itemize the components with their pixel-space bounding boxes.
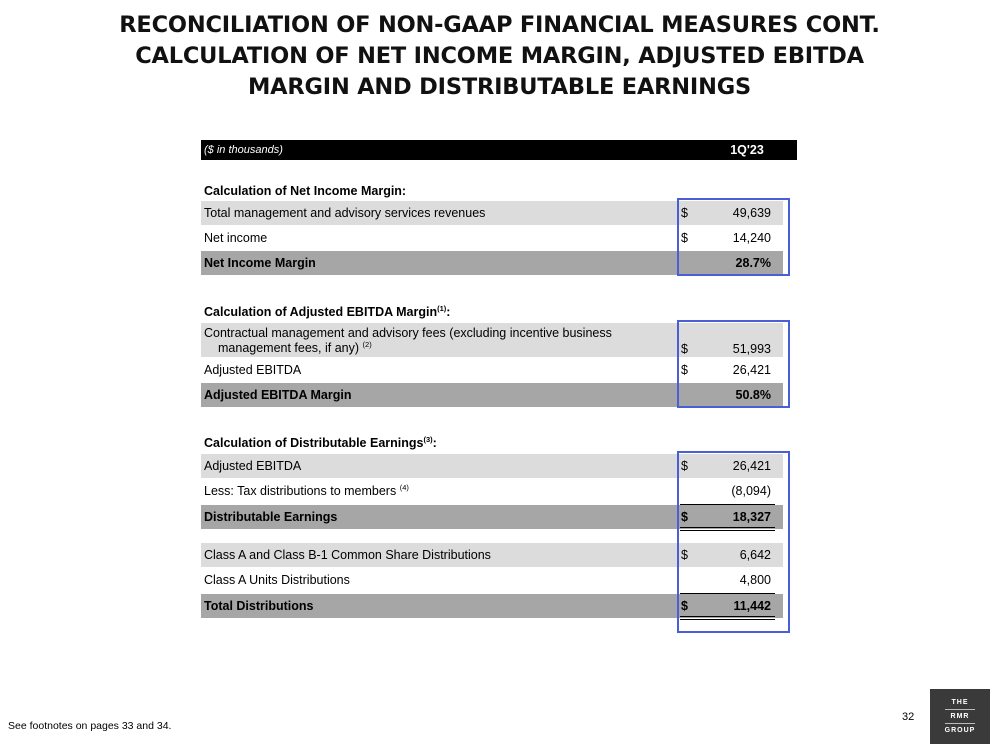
period-label: 1Q'23: [730, 143, 764, 157]
total-label: Net Income Margin: [204, 256, 316, 270]
footnote-ref: (1): [437, 303, 447, 313]
total-value: 18,327: [732, 510, 771, 524]
row-value: (8,094): [731, 484, 771, 498]
row-label-line2: management fees, if any): [218, 341, 360, 355]
logo-rule: [945, 709, 975, 710]
row-value: 26,421: [732, 363, 771, 377]
total-label: Distributable Earnings: [204, 510, 338, 524]
highlight-box-net-income: [677, 198, 790, 276]
total-label: Total Distributions: [204, 599, 314, 613]
total-label: Adjusted EBITDA Margin: [204, 388, 352, 402]
units-label: ($ in thousands): [204, 144, 283, 156]
row-label: Contractual management and advisory fees (excluding incentive business: [204, 326, 612, 340]
row-value: 51,993: [732, 342, 771, 356]
logo-line-1: THE: [951, 699, 969, 706]
row-label: Adjusted EBITDA: [204, 459, 302, 473]
logo-rule: [945, 723, 975, 724]
row-value: 26,421: [732, 459, 771, 473]
table-header: [201, 140, 797, 160]
dollar-sign: $: [681, 510, 688, 524]
logo-line-2: RMR: [950, 713, 970, 720]
total-value: 11,442: [733, 599, 771, 613]
dollar-sign: $: [681, 231, 688, 245]
dollar-sign: $: [681, 459, 688, 473]
row-label-cont: [218, 341, 372, 355]
footnote-ref: (4): [399, 482, 409, 492]
title-line-1: RECONCILIATION OF NON-GAAP FINANCIAL MEASURES CONT.: [119, 12, 880, 38]
dollar-sign: $: [681, 548, 688, 562]
row-label: [204, 484, 409, 498]
row-value: 4,800: [739, 573, 771, 587]
highlight-box-ebitda: [677, 320, 790, 408]
row-value: 49,639: [732, 206, 771, 220]
ebitda-section-title: [204, 305, 450, 319]
footnote-reference: See footnotes on pages 33 and 34.: [8, 720, 172, 732]
row-label: Adjusted EBITDA: [204, 363, 302, 377]
row-label: Net income: [204, 231, 268, 245]
section-title-colon: :: [432, 436, 437, 450]
page-title: [0, 10, 999, 103]
distributable-section-title: [204, 436, 437, 450]
footnote-ref: (3): [423, 434, 433, 444]
dollar-sign: $: [681, 342, 688, 356]
footnote-ref: (2): [362, 339, 372, 349]
row-value: 6,642: [739, 548, 771, 562]
total-value: 28.7%: [735, 256, 771, 270]
rmr-logo: [930, 689, 990, 744]
page-number: 32: [902, 711, 915, 723]
title-line-2: CALCULATION OF NET INCOME MARGIN, ADJUSTED EBITDA: [135, 43, 864, 69]
dollar-sign: $: [681, 363, 688, 377]
highlight-box-distributable: [677, 451, 790, 633]
section-title-text: Calculation of Distributable Earnings: [204, 436, 424, 450]
logo-line-3: GROUP: [944, 727, 976, 734]
row-label-text: Less: Tax distributions to members: [204, 484, 397, 498]
section-title-text: Calculation of Adjusted EBITDA Margin: [204, 305, 438, 319]
total-value: 50.8%: [735, 388, 771, 402]
net-income-section-title: Calculation of Net Income Margin:: [204, 184, 407, 198]
row-label: Class A and Class B-1 Common Share Distributions: [204, 548, 491, 562]
row-label: Class A Units Distributions: [204, 573, 350, 587]
row-label: Total management and advisory services revenues: [204, 206, 486, 220]
row-value: 14,240: [732, 231, 771, 245]
section-title-colon: :: [446, 305, 451, 319]
dollar-sign: $: [681, 206, 688, 220]
dollar-sign: $: [681, 599, 688, 613]
title-line-3: MARGIN AND DISTRIBUTABLE EARNINGS: [247, 74, 752, 100]
